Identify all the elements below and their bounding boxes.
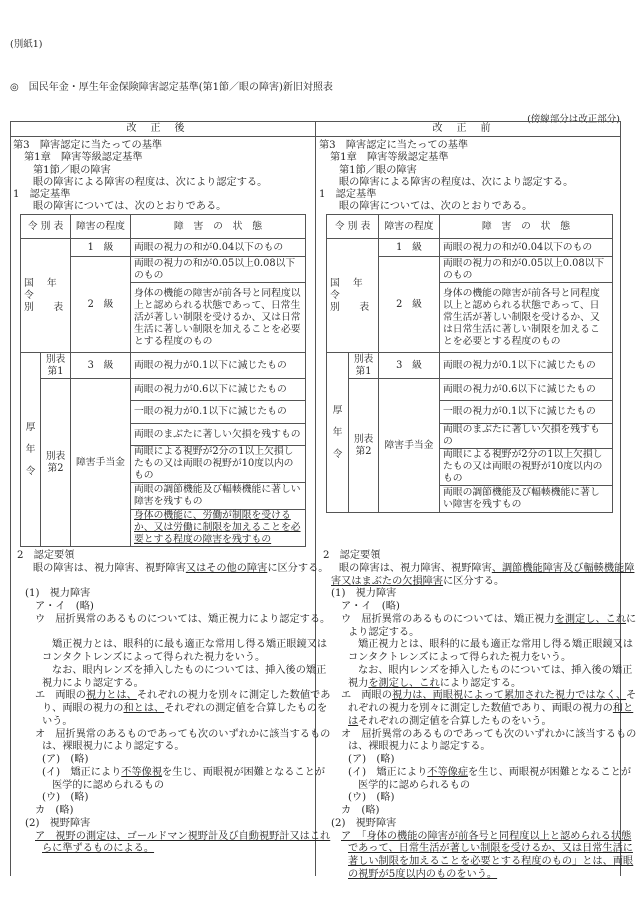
intro-line: 第1節／眼の障害: [33, 164, 111, 176]
text-segment: (2) 視野障害: [331, 817, 397, 829]
th-state: 障 害 の 状 態: [131, 215, 306, 239]
text-segment: それぞれの視力を別々に測定した数値であ: [136, 690, 331, 702]
state: 両眼の視力が0.6以下に減じたもの: [131, 379, 306, 401]
text-line: [13, 652, 330, 665]
document-title: ◎ 国民年金・厚生年金保険障害認定基準(第1節／眼の障害)新旧対照表: [10, 82, 333, 93]
text-line: [13, 805, 330, 818]
beppyo1-cell: [41, 353, 71, 379]
intro-line: 眼の障害については、次のとおりである。: [339, 201, 533, 213]
text-segment: (ア) (略): [348, 754, 395, 765]
text-segment: を生じ、両眼視が困難となることが: [468, 766, 632, 778]
text-segment: 2 認定要領: [323, 550, 381, 561]
grade-1: 1 級: [71, 239, 131, 257]
text-segment: に: [626, 613, 636, 625]
grade-allowance: 障害手当金: [71, 379, 131, 547]
text-segment: 矯正視力とは、眼科的に最も適正な常用し得る矯正眼鏡又は: [52, 639, 328, 651]
state: 身体の機能の障害が前各号と同程度以上と認められる状態であって、日常生活が著しい制限を受けるか、又は日常生活に著しい制限を加えることを必要とする程度のもの: [440, 283, 613, 353]
intro-before: [319, 140, 573, 214]
text-segment: それぞれの測定値を合算したものをいう。: [358, 715, 552, 727]
text-line: [319, 665, 636, 678]
revised-text: 著しい制限を加えることを必要とする程度のもの」とは、両眼: [348, 856, 634, 867]
beppyo2-cell: [41, 379, 71, 547]
state-new: 身体の機能に、労働が制限を受けるか、又は労働に制限を加えることを必要とする程度の障害を残すもの: [131, 510, 306, 547]
text-segment: ア・イ (略): [35, 601, 94, 612]
state: 両眼の調節機能及び輻輳機能に著しい障害を残すもの: [131, 483, 306, 510]
state: 両眼による視野が2分の1以上欠損したもの又は両眼の視野が10度以内のもの: [131, 446, 306, 483]
state: 両眼の調節機能及び輻輳機能に著しい障害を残すもの: [440, 486, 613, 513]
state: 両眼による視野が2分の1以上欠損したもの又は両眼の視野が10度以内のもの: [440, 449, 613, 486]
text-line: [319, 601, 636, 614]
intro-line: 第1節／眼の障害: [339, 164, 417, 176]
kokunen-line2: 別 表: [24, 301, 64, 313]
text-segment: コンタクトレンズによって得られた視力をいう。: [42, 652, 266, 663]
grade-1: 1 級: [379, 239, 440, 257]
text-segment: ウ 屈折異常のあるものについては、矯正視力により認定する。: [35, 613, 331, 625]
column-header-before: 改正前: [432, 123, 505, 134]
revised-text: 視力とは、: [85, 690, 137, 702]
text-line: [13, 588, 330, 601]
text-segment: 眼の障害は、視力障害、視野障害: [33, 562, 186, 574]
text-line: [13, 665, 330, 678]
text-line: [13, 678, 330, 691]
intro-line: 眼の障害については、次のとおりである。: [33, 201, 227, 213]
grade-table-before: [326, 214, 613, 513]
text-line: [13, 767, 330, 780]
grade-3: 3 級: [379, 353, 440, 379]
beppyo1-cell: [349, 353, 379, 379]
text-segment: オ 屈折異常のあるものであっても次のいずれかに該当するもの: [35, 728, 331, 740]
kokunen-cell: [327, 239, 379, 353]
text-line: [319, 767, 636, 780]
text-line: [319, 652, 636, 665]
text-segment: れぞれの視力を別々に測定した数値であり、両眼の視力の: [348, 703, 613, 714]
text-line: [13, 843, 330, 856]
text-line: [319, 690, 636, 703]
text-segment: いう。: [42, 715, 73, 727]
intro-line: 1 認定基準: [13, 189, 71, 201]
text-segment: 視力: [348, 677, 369, 689]
kokunen-line2: 別 表: [330, 301, 370, 313]
revised-text: 和と: [612, 703, 634, 714]
text-line: [13, 754, 330, 767]
intro-line: 第3 障害認定に当たっての基準: [13, 140, 163, 151]
text-line: [319, 856, 636, 869]
state: 両眼の視力が0.1以下に減じたもの: [131, 353, 306, 379]
text-line: [319, 678, 636, 691]
text-line: [13, 627, 330, 640]
text-segment: ア・イ (略): [341, 601, 400, 612]
kounen-cell: [21, 353, 41, 547]
revised-text: の視野が5度以内のものをいう。: [348, 868, 498, 880]
text-segment: 矯正視力とは、眼科的に最も適正な常用し得る矯正眼鏡又は: [358, 639, 634, 651]
text-line: [319, 627, 636, 640]
text-segment: (ウ) (略): [348, 792, 395, 804]
intro-line: 眼の障害による障害の程度は、次により認定する。: [33, 176, 268, 188]
revised-text: 、調節機能障害及び輻輳機能障: [491, 562, 635, 574]
text-line: [13, 818, 330, 831]
text-segment: (2) 視野障害: [25, 817, 91, 829]
text-line: [319, 576, 636, 589]
text-segment: は、裸眼視力により認定する。: [348, 741, 491, 753]
text-line: [319, 831, 636, 844]
state: 両眼の視力の和が0.05以上0.08以下のもの: [131, 257, 306, 283]
revised-text: らに準ずるものによる。: [42, 843, 155, 855]
text-line: [319, 843, 636, 856]
grade-table-after: [20, 214, 306, 547]
beppyo2-l1: 別表: [45, 450, 66, 462]
text-line: [319, 563, 636, 576]
text-line: [13, 563, 330, 576]
text-segment: (イ) 矯正により: [348, 766, 428, 778]
th-state: 障 害 の 状 態: [440, 215, 613, 239]
revised-text: 害又はまぶたの欠損障害: [331, 575, 444, 587]
kokunen-cell: [21, 239, 71, 353]
text-line: [13, 729, 330, 742]
grade-2: 2 級: [379, 257, 440, 353]
text-line: [319, 792, 636, 805]
text-line: [319, 639, 636, 652]
beppyo1-l1: 別表: [45, 353, 66, 365]
text-segment: エ 両眼の: [35, 690, 86, 702]
intro-after: [13, 140, 267, 214]
section2-before: [319, 550, 636, 882]
text-line: [13, 741, 330, 754]
revised-text: 視力は、両眼視によって累加された視力ではなく、: [391, 690, 627, 702]
text-line: [319, 780, 636, 793]
kounen-char: 厚: [332, 404, 343, 416]
state: 両眼のまぶたに著しい欠損を残すもの: [131, 424, 306, 446]
text-line: [319, 729, 636, 742]
text-segment: は、裸眼視力により認定する。: [42, 741, 185, 753]
beppyo1-l2: 第1: [355, 365, 372, 377]
text-segment: コンタクトレンズによって得られた視力をいう。: [348, 652, 572, 663]
text-line: [13, 780, 330, 793]
text-segment: に区分する。: [267, 562, 329, 574]
text-segment: エ 両眼の: [341, 690, 392, 702]
text-line: [13, 550, 330, 563]
revised-text: 和とは、: [123, 703, 165, 714]
text-line: [13, 703, 330, 716]
kounen-cell: [327, 353, 349, 513]
beppyo2-l2: 第2: [47, 462, 64, 474]
th-beppyo: 令 別 表: [21, 215, 71, 239]
text-segment: (1) 視力障害: [331, 588, 397, 600]
th-degree: 障害の程度: [379, 215, 440, 239]
state: 両眼の視力の和が0.04以下のもの: [131, 239, 306, 257]
state: 両眼のまぶたに著しい欠損を残すもの: [440, 424, 613, 449]
column-header-after: 改正後: [10, 121, 316, 136]
kokunen-line1: 国 年 令: [24, 277, 62, 301]
text-segment: それぞれの測定値を合算したものを: [164, 703, 328, 714]
revised-text: 又はその他の障害: [185, 562, 268, 574]
text-segment: (イ) 矯正により: [42, 766, 122, 778]
text-segment: なお、眼内レンズを挿入したものについては、挿入後の矯正: [52, 664, 327, 676]
text-segment: 視力により認定する。: [42, 677, 144, 689]
kokunen-line1: 国 年 令: [330, 277, 368, 301]
text-segment: り、両眼の視力の: [42, 703, 124, 714]
text-segment: (ウ) (略): [42, 792, 89, 804]
text-segment: (1) 視力障害: [25, 588, 91, 600]
grade-3: 3 級: [71, 353, 131, 379]
revised-text: ア 視野の測定は、ゴールドマン視野計及び自動視野計又はこれ: [35, 830, 331, 842]
text-segment: ウ 屈折異常のあるものについては、矯正視力: [341, 613, 555, 625]
intro-line: 眼の障害による障害の程度は、次により認定する。: [339, 176, 574, 188]
intro-line: 第1章 障害等級認定基準: [24, 152, 143, 164]
text-segment: 2 認定要領: [17, 550, 75, 561]
text-segment: により認定する。: [439, 677, 522, 689]
text-line: [13, 690, 330, 703]
text-segment: なお、眼内レンズを挿入したものについては、挿入後の矯正: [358, 664, 633, 676]
beppyo1-l2: 第1: [47, 365, 64, 377]
text-line: [13, 576, 330, 589]
text-segment: 医学的に認められるもの: [358, 779, 471, 791]
annex-label: (別紙1): [10, 39, 43, 50]
text-line: [319, 703, 636, 716]
text-segment: カ (略): [35, 805, 74, 816]
text-line: [319, 818, 636, 831]
th-beppyo: 令 別 表: [327, 215, 379, 239]
grade-allowance: 障害手当金: [379, 379, 440, 513]
text-segment: オ 屈折異常のあるものであっても次のいずれかに該当するもの: [341, 728, 636, 740]
state: 両眼の視力の和が0.04以下のもの: [440, 239, 613, 257]
kounen-char: 厚: [25, 421, 36, 433]
text-segment: 眼の障害は、視力障害、視野障害: [339, 562, 492, 574]
state: 両眼の視力の和が0.05以上0.08以下のもの: [440, 257, 613, 283]
grade-2: 2 級: [71, 257, 131, 353]
beppyo2-l2: 第2: [355, 445, 372, 457]
revised-text: であって、日常生活が著しい制限を受けるか、又は日常生活に: [348, 843, 633, 855]
kounen-char: 年: [25, 443, 36, 455]
text-line: [319, 550, 636, 563]
text-line: [319, 805, 636, 818]
text-line: [319, 754, 636, 767]
intro-line: 第1章 障害等級認定基準: [330, 152, 449, 164]
text-segment: より認定する。: [348, 626, 420, 638]
beppyo2-l1: 別表: [353, 433, 374, 445]
revised-text: 不等像視: [121, 766, 163, 778]
text-segment: (ア) (略): [42, 754, 89, 765]
text-segment: カ (略): [341, 805, 380, 816]
text-line: [13, 792, 330, 805]
text-line: [13, 639, 330, 652]
revised-text: は: [348, 715, 359, 727]
text-line: [13, 831, 330, 844]
revised-text: 不等像症: [427, 766, 469, 778]
text-segment: を生じ、両眼視が困難となることが: [162, 766, 326, 778]
state: 両眼の視力が0.1以下に減じたもの: [440, 353, 613, 379]
text-line: [13, 601, 330, 614]
revised-text: ア 「身体の機能の障害が前各号と同程度以上と認められる状態: [341, 830, 632, 842]
revised-text: を測定し、これ: [368, 677, 440, 689]
text-line: [319, 716, 636, 729]
intro-line: 第3 障害認定に当たっての基準: [319, 140, 469, 151]
state: 一眼の視力が0.1以下に減じたもの: [440, 401, 613, 424]
text-segment: に区分する。: [443, 575, 505, 587]
underline-legend: (傍線部分は改正部分): [527, 114, 620, 125]
section2-after: [13, 550, 330, 856]
text-segment: 医学的に認められるもの: [52, 779, 165, 791]
kounen-char: 令: [25, 465, 36, 477]
beppyo2-cell: [349, 379, 379, 513]
revised-text: を測定し、これ: [554, 613, 627, 625]
kounen-char: 年: [332, 426, 343, 438]
text-segment: そ: [626, 690, 636, 702]
text-line: [319, 614, 636, 627]
text-line: [319, 869, 636, 882]
text-line: [319, 741, 636, 754]
state: 両眼の視力が0.6以下に減じたもの: [440, 379, 613, 401]
text-line: [319, 588, 636, 601]
beppyo1-l1: 別表: [353, 353, 374, 365]
th-degree: 障害の程度: [71, 215, 131, 239]
state: 身体の機能の障害が前各号と同程度以上と認められる状態であって、日常生活が著しい制限を受けるか、又は日常生活に著しい制限を加えることを必要とする程度のもの: [131, 283, 306, 353]
text-line: [13, 716, 330, 729]
text-line: [13, 614, 330, 627]
kounen-char: 令: [332, 448, 343, 460]
intro-line: 1 認定基準: [319, 189, 377, 201]
state: 一眼の視力が0.1以下に減じたもの: [131, 401, 306, 424]
